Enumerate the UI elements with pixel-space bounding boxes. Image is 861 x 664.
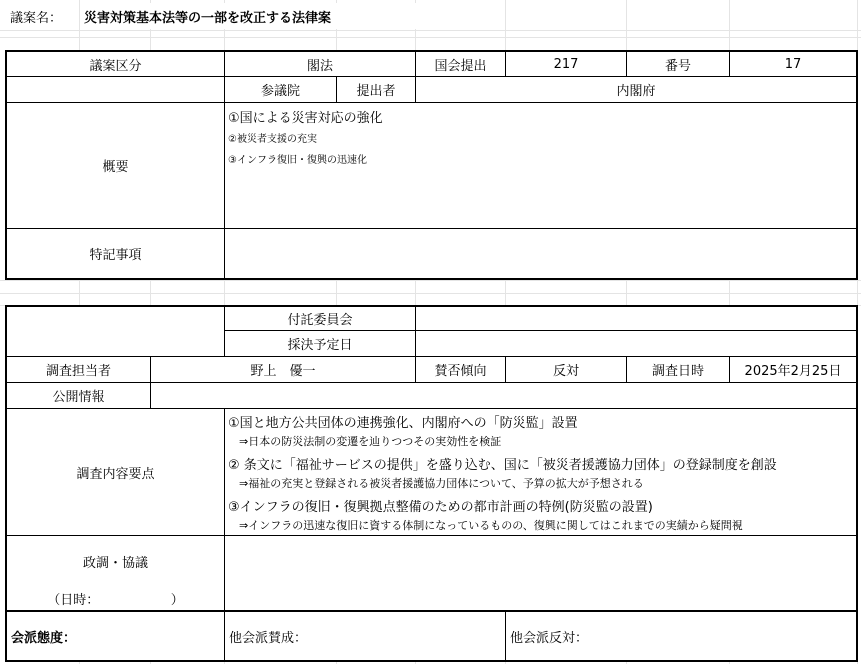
public-info-label: 公開情報 xyxy=(5,383,151,409)
number-label: 番号 xyxy=(627,50,730,77)
house-value[interactable]: 参議院 xyxy=(225,77,337,103)
party-stance-label[interactable]: 会派態度： xyxy=(5,611,225,662)
points-line: ⇒インフラの迅速な復旧に資する体制になっているものの、復興に関してはこれまでの実績から疑問視 xyxy=(228,519,743,532)
others-against-label[interactable]: 他会派反対： xyxy=(506,611,858,662)
points-line: ③インフラの復旧・復興拠点整備のための都市計画の特例(防災監の設置) xyxy=(228,500,653,515)
blank-cell xyxy=(5,305,225,357)
number-value[interactable]: 17 xyxy=(730,50,858,77)
submitter-value[interactable]: 内閣府 xyxy=(416,77,858,103)
points-label: 調査内容要点 xyxy=(5,409,225,536)
points-line: ①国と地方公共団体の連携強化、内閣府への「防災監」設置 xyxy=(228,416,578,431)
session-value[interactable]: 217 xyxy=(506,50,627,77)
submitted-label: 国会提出 xyxy=(416,50,506,77)
category-value[interactable]: 閣法 xyxy=(225,50,416,77)
points-line: ② 条文に「福祉サービスの提供」を盛り込む、国に「被災者援護協力団体」の登録制度を創設 xyxy=(228,458,777,473)
investigator-value[interactable]: 野上 優一 xyxy=(151,357,416,383)
points-line: ⇒福祉の充実と登録される被災者援護協力団体について、予算の拡大が予想される xyxy=(228,477,644,490)
summary-line: ①国による災害対応の強化 xyxy=(228,111,383,126)
committee-value[interactable] xyxy=(416,305,858,331)
points-line: ⇒日本の防災法制の変遷を辿りつつその実効性を検証 xyxy=(228,435,502,448)
summary-line: ②被災者支援の充実 xyxy=(228,134,317,145)
investigation-date-value[interactable]: 2025年2月25日 xyxy=(730,357,858,383)
public-info-value[interactable] xyxy=(151,383,858,409)
category-label: 議案区分 xyxy=(5,50,225,77)
investigation-date-label: 調査日時 xyxy=(627,357,730,383)
notes-label: 特記事項 xyxy=(5,229,225,280)
others-for-label[interactable]: 他会派賛成： xyxy=(225,611,506,662)
notes-content[interactable] xyxy=(225,229,858,280)
blank-cell xyxy=(5,77,225,103)
summary-content[interactable] xyxy=(225,103,858,229)
committee-label: 付託委員会 xyxy=(225,305,416,331)
vote-date-value[interactable] xyxy=(416,331,858,357)
vote-date-label: 採決予定日 xyxy=(225,331,416,357)
consult-content[interactable] xyxy=(225,536,858,611)
submitter-label: 提出者 xyxy=(337,77,416,103)
investigator-label: 調査担当者 xyxy=(5,357,151,383)
bill-name-label: 議案名： xyxy=(6,3,78,29)
stance-label: 賛否傾向 xyxy=(416,357,506,383)
stance-value[interactable]: 反対 xyxy=(506,357,627,383)
summary-line: ③インフラ復旧・復興の迅速化 xyxy=(228,155,367,166)
bill-name-title[interactable]: 災害対策基本法等の一部を改正する法律案 xyxy=(80,3,480,29)
summary-label: 概要 xyxy=(5,103,225,229)
consult-date-label: （日時： ） xyxy=(5,586,225,611)
consult-label: 政調・協議 xyxy=(5,536,225,586)
points-content[interactable] xyxy=(225,409,858,536)
